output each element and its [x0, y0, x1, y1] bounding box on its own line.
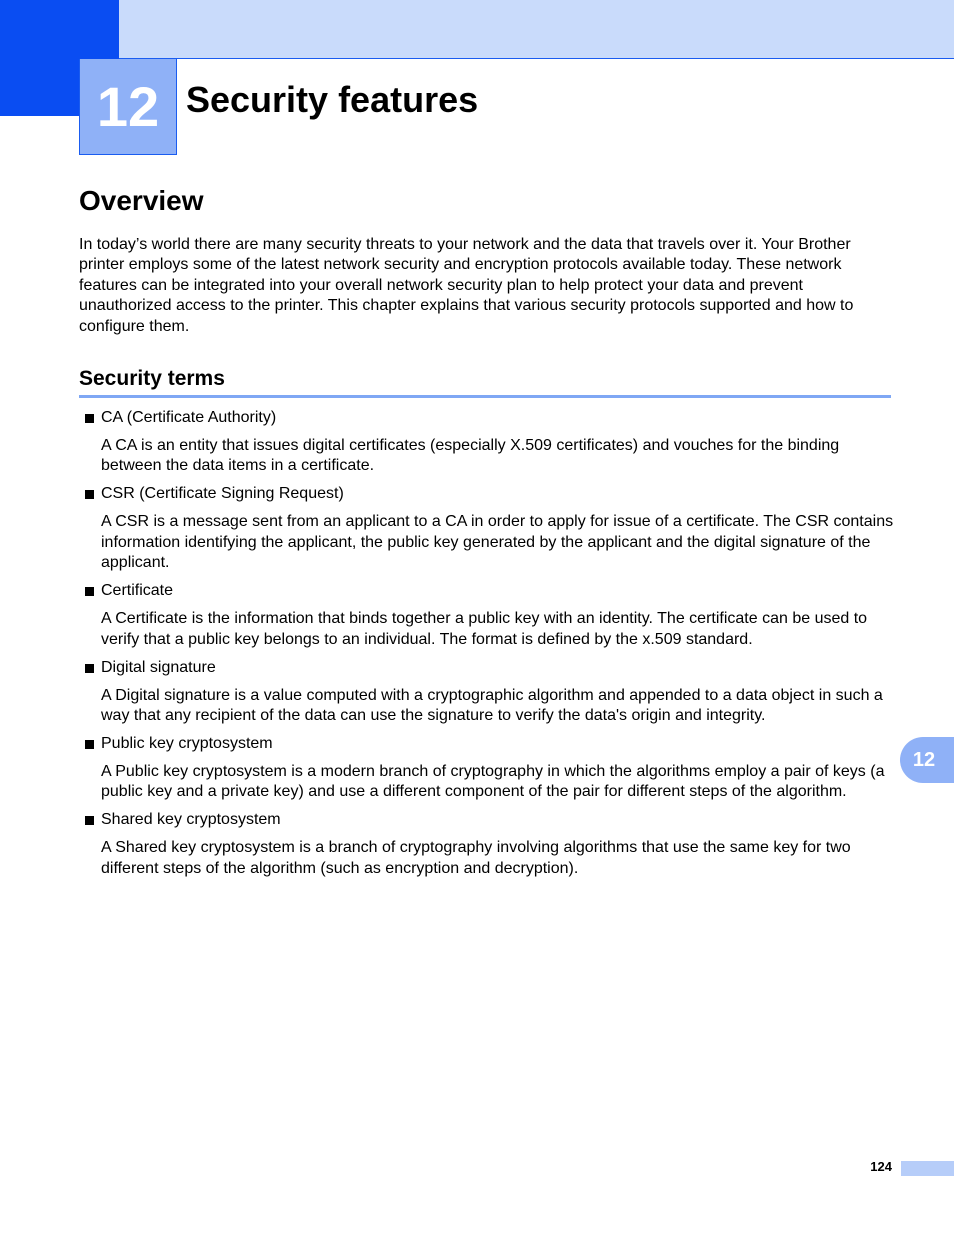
overview-paragraph: In today’s world there are many security threats to your network and the data that travels over it. Your Brother printer employs some of the latest network security and encryption protocols available today. These network features can be integrated into your overall network security plan to help protect your data and prevent unauthorized access to the printer. This chapter explains that various security protocols supported and how to configure them.	[79, 236, 854, 335]
subsection-title-security-terms: Security terms	[79, 365, 891, 398]
list-item	[79, 658, 894, 727]
term-description: A Certificate is the information that binds together a public key with an identity. The certificate can be used to verify that a public key belongs to an individual. The format is defined by the x.509 standard.	[101, 610, 868, 648]
list-item	[79, 484, 894, 573]
list-item	[79, 734, 894, 803]
term-name: Public key cryptosystem	[101, 735, 273, 753]
page-number: 124	[870, 1159, 892, 1174]
footer-bar	[901, 1161, 954, 1176]
security-terms-list	[79, 408, 894, 887]
term-description: A Digital signature is a value computed with a cryptographic algorithm and appended to a data object in such a way that any recipient of the data can use the signature to verify the data's origin and integrity.	[101, 686, 883, 725]
term-name: Certificate	[101, 582, 174, 600]
term-name: CA (Certificate Authority)	[101, 409, 277, 426]
square-bullet-icon	[85, 740, 94, 749]
term-name: Shared key cryptosystem	[101, 811, 281, 829]
term-description: A CSR is a message sent from an applicant to a CA in order to apply for issue of a certificate. The CSR contains information identifying the applicant, the public key generated by the applicant and the digital signature of the applicant.	[101, 513, 894, 572]
section-title-overview: Overview	[79, 185, 204, 216]
square-bullet-icon	[85, 816, 94, 825]
list-item	[79, 810, 894, 879]
square-bullet-icon	[85, 414, 94, 423]
square-bullet-icon	[85, 664, 94, 673]
term-description: A Public key cryptosystem is a modern branch of cryptography in which the algorithms employ a pair of keys (a public key and a private key) and use a different component of the pair for different steps of the algorithm.	[101, 763, 885, 801]
list-item	[79, 581, 894, 650]
square-bullet-icon	[85, 587, 94, 596]
term-name: Digital signature	[101, 658, 216, 676]
chapter-side-tab: 12	[900, 737, 954, 783]
term-description: A Shared key cryptosystem is a branch of cryptography involving algorithms that use the same key for two different steps of the algorithm (such as encryption and decryption).	[101, 839, 851, 877]
header-band	[0, 0, 954, 59]
square-bullet-icon	[85, 490, 94, 499]
list-item	[79, 408, 894, 477]
term-name: CSR (Certificate Signing Request)	[101, 485, 344, 503]
term-description: A CA is an entity that issues digital certificates (especially X.509 certificates) and vouches for the binding between the data items in a certificate.	[101, 437, 840, 475]
chapter-title: Security features	[186, 79, 479, 120]
chapter-number-box: 12	[79, 59, 177, 155]
